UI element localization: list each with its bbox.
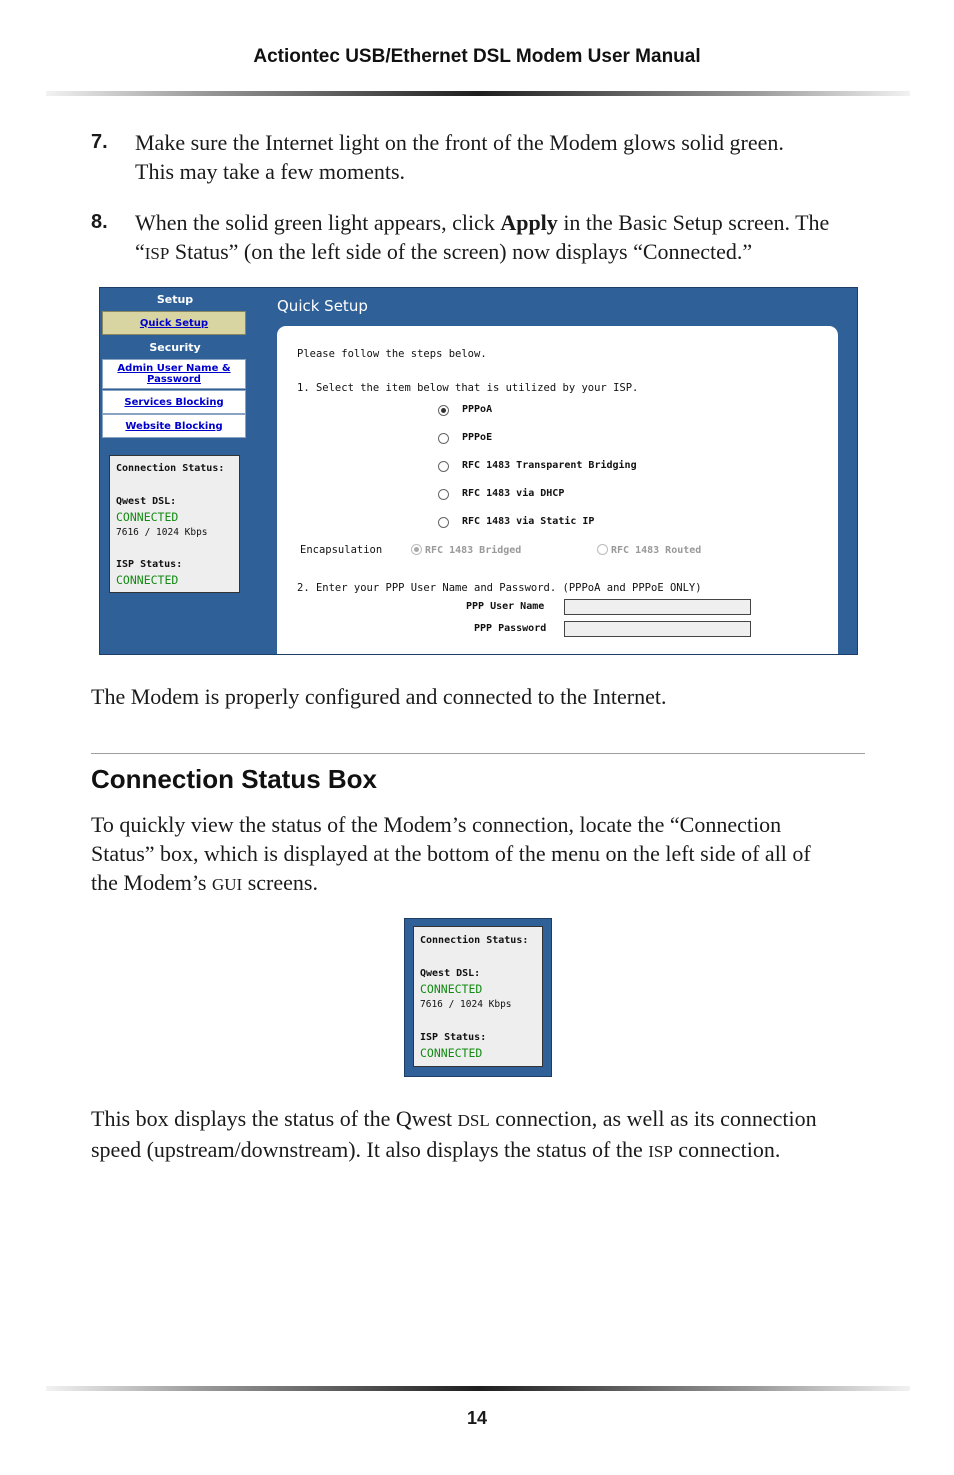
ppp-user-name-field[interactable] <box>564 599 751 615</box>
apply-keyword: Apply <box>500 210 558 235</box>
nav-setup-heading: Setup <box>156 293 194 306</box>
nav-website-blocking-link[interactable]: Website Blocking <box>102 414 246 438</box>
ppp-user-label: PPP User Name <box>466 601 545 612</box>
footer-rule <box>46 1386 910 1391</box>
encap-option-label: RFC 1483 Bridged <box>425 545 522 556</box>
nav-admin-user-link[interactable]: Admin User Name & Password <box>102 359 246 389</box>
quick-setup-title: Quick Setup <box>277 297 368 315</box>
header-rule <box>46 91 910 96</box>
nav-quick-setup-link[interactable]: Quick Setup <box>102 311 246 335</box>
ppp-password-label: PPP Password <box>474 623 547 634</box>
quick-setup-screenshot <box>99 287 858 655</box>
dsl-label: Qwest DSL: <box>420 968 481 979</box>
step-text-line: “ISP Status” (on the left side of the screen) now displays “Connected.” <box>135 239 753 264</box>
step-8 <box>91 208 881 268</box>
instructions-text: Please follow the steps below. <box>297 348 487 360</box>
step-text-line: This may take a few moments. <box>135 159 406 184</box>
status-heading: Connection Status: <box>420 935 529 946</box>
quick-setup-panel <box>277 326 838 655</box>
dsl-speed: 7616 / 1024 Kbps <box>420 999 512 1010</box>
status-box-figure <box>404 918 552 1077</box>
encapsulation-label: Encapsulation <box>300 544 383 556</box>
dsl-status: CONNECTED <box>420 982 483 996</box>
manual-title: Actiontec USB/Ethernet DSL Modem User Manual <box>253 46 701 67</box>
nav-services-blocking-link[interactable]: Services Blocking <box>102 390 246 414</box>
encap-option-label: RFC 1483 Routed <box>611 545 702 556</box>
section-paragraph-1: To quickly view the status of the Modem’s connection, locate the “Connection Status” box, which is displayed at the bottom of the menu on the left side of all of the Modem’s GUI screens. <box>91 812 811 895</box>
step-number: 8. <box>91 211 108 233</box>
connection-status-box <box>109 455 240 593</box>
step-text-line: When the solid green light appears, click Apply in the Basic Setup screen. The <box>135 210 830 235</box>
isp-status: CONNECTED <box>116 573 179 587</box>
radio-rfc1483-dhcp[interactable] <box>438 489 449 500</box>
step2-text: 2. Enter your PPP User Name and Password. (PPPoA and PPPoE ONLY) <box>297 582 702 594</box>
isp-label: ISP Status: <box>420 1032 487 1043</box>
dsl-status: CONNECTED <box>116 510 179 524</box>
option-label: RFC 1483 Transparent Bridging <box>462 460 637 471</box>
option-label: PPPoE <box>462 432 493 443</box>
step-text-line: Make sure the Internet light on the front of the Modem glows solid green. <box>135 130 784 155</box>
section-paragraph-2: This box displays the status of the Qwest DSL connection, as well as its connection speed (upstream/downstream). It also displays the status of the ISP connection. <box>91 1106 817 1162</box>
option-label: RFC 1483 via DHCP <box>462 488 565 499</box>
dsl-speed: 7616 / 1024 Kbps <box>116 527 208 538</box>
isp-label: ISP Status: <box>116 559 183 570</box>
radio-encap-bridged[interactable] <box>411 544 422 555</box>
radio-rfc1483-bridging[interactable] <box>438 461 449 472</box>
dsl-label: Qwest DSL: <box>116 496 177 507</box>
radio-encap-routed[interactable] <box>597 544 608 555</box>
status-heading: Connection Status: <box>116 463 225 474</box>
radio-rfc1483-static[interactable] <box>438 517 449 528</box>
connection-status-box <box>413 926 543 1067</box>
option-label: PPPoA <box>462 404 493 415</box>
option-label: RFC 1483 via Static IP <box>462 516 595 527</box>
section-divider <box>91 753 865 754</box>
step-number: 7. <box>91 131 108 153</box>
nav-security-heading: Security <box>149 341 201 354</box>
radio-pppoe[interactable] <box>438 433 449 444</box>
ppp-password-field[interactable] <box>564 621 751 637</box>
configured-message: The Modem is properly configured and connected to the Internet. <box>91 684 667 709</box>
radio-pppoa[interactable] <box>438 405 449 416</box>
page-number: 14 <box>466 1408 488 1428</box>
section-heading: Connection Status Box <box>91 764 378 794</box>
step-7 <box>91 128 881 186</box>
isp-status: CONNECTED <box>420 1046 483 1060</box>
step1-text: 1. Select the item below that is utilized by your ISP. <box>297 382 639 394</box>
